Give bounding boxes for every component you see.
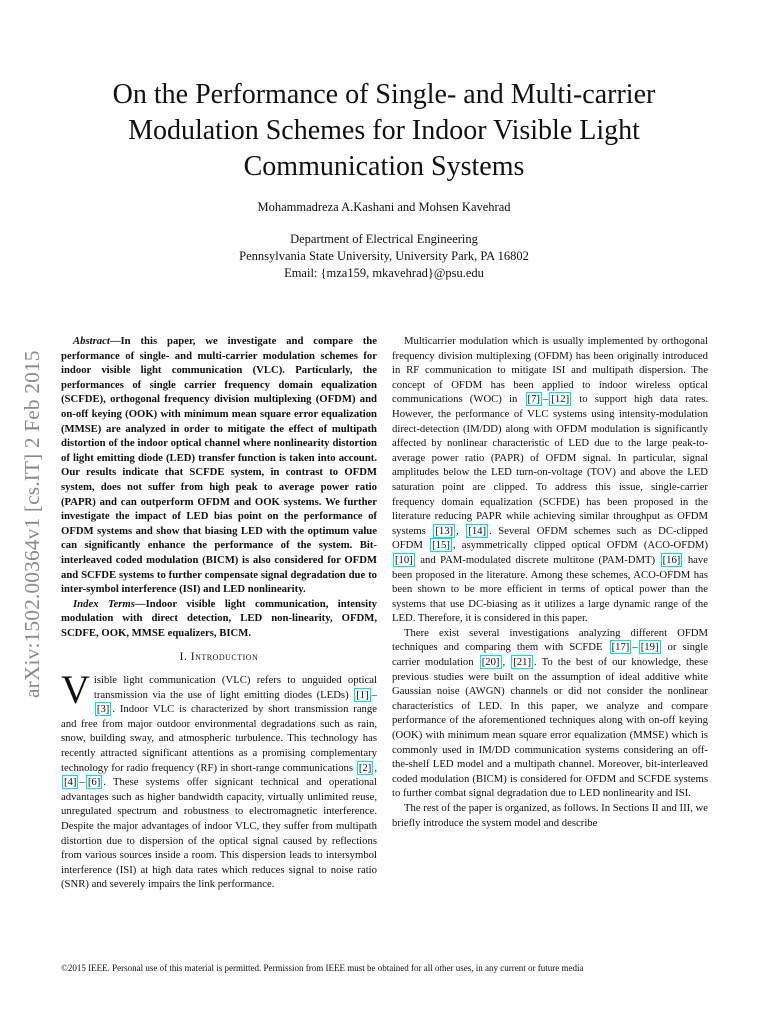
department: Department of Electrical Engineering [290,232,478,246]
copyright-footer: ©2015 IEEE. Personal use of this material is permitted. Permission from IEEE must be obtained for all other uses, in any current or future media [61,963,584,973]
text-run: – [542,393,549,406]
email: Email: {mza159, mkavehrad}@psu.edu [284,266,484,280]
title-line-1: On the Performance of Single- and Multi-carrier [112,79,656,110]
citation-link[interactable]: [12] [551,393,570,406]
citation-link[interactable]: [4] [64,776,77,789]
paper-title [70,77,698,185]
citation-link[interactable]: [16] [662,553,681,566]
text-run: and PAM-modulated discrete multitone (PAM-DMT) [415,553,660,566]
authors: Mohammadreza A.Kashani and Mohsen Kavehrad [257,200,511,214]
intro-text-3: . Indoor VLC is characterized by short transmission range and free from major outdoor environmental degradations such as rain, snow, building sway, and atmospheric turbulence. This technology has recently attracted significant attentions as a promising complementary technology for radio frequency (RF) in short-range communications [61,703,377,774]
affiliation [0,231,768,282]
intro-text-1: isible light communication (VLC) refers to unguided optical transmission via the use of light emitting diodes (LEDs) [93,674,377,701]
right-column [392,334,708,830]
citation-link[interactable]: [21] [513,656,532,669]
citation-link[interactable]: [2] [358,761,372,774]
paragraph-multicarrier [392,334,708,626]
intro-text-6: . These systems offer signicant technical and operational advantages such as higher bandwidth capacity, virtually unlimited reuse, unregulated spectrum and robustness to electromagnetic interference. Despite the major advantages of indoor VLC, they suffer from multipath distortion due to dispersion of the optical signal caused by reflections from various sources inside a room. This dispersion leads to intersymbol interference (ISI) at high data rates which reduces signal to noise ratio (SNR) and severely impairs the link performance. [61,776,377,891]
drop-cap: V [61,667,90,713]
text-run: , [502,656,511,669]
citation-link[interactable]: [1] [356,688,369,701]
text-run: – [632,641,638,654]
abstract-label: Abstract [73,335,110,347]
left-column [61,334,377,892]
paragraph-organization: The rest of the paper is organized, as follows. In Sections II and III, we briefly introduce the system model and describe [392,802,709,829]
citation-link[interactable]: [14] [468,524,487,537]
citation-link[interactable]: [7] [527,393,540,406]
title-line-3: Communication Systems [243,151,525,182]
abstract [61,334,377,597]
text-run: . To the best of our knowledge, these previous studies were built on the assumption of ideal additive white Gaussian noise (AWGN) channels or did not consider the nonlinear characteristics of LED. In this paper, we analyze and compare performance of the aforementioned techniques along with on-off keying (OOK) with minimum mean square error equalization (MMSE) which is commonly used in IM/DD communication systems considering an off-the-shelf LED model and a multipath channel. Moreover, bit-interleaved coded modulation (BICM) is considered for OFDM and SCFDE systems to further combat signal degradation due to LED nonlinearity and ISI. [392,656,709,800]
title-line-2: Modulation Schemes for Indoor Visible Light [128,115,640,146]
university: Pennsylvania State University, University Park, PA 16802 [239,249,529,263]
abstract-text: —In this paper, we investigate and compare the performance of single- and multi-carrier modulation schemes for indoor visible light communication (VLC). Particularly, the performances of single carrier frequency domain equalization (SCFDE), orthogonal frequency division multiplexing (OFDM) and on-off keying (OOK) with minimum mean square error equalization (MMSE) are analyzed in order to mitigate the effect of multipath distortion of the indoor optical channel where nonlinearity distortion of light emitting diode (LED) transfer function is taken into account. Our results indicate that SCFDE system, in contrast to OFDM system, does not suffer from high peak to average power ratio (PAPR) and can outperform OFDM and OOK systems. We further investigate the impact of LED bias point on the performance of OFDM systems and show that biasing LED with the optimum value can significantly enhance the performance of the system. Bit-interleaved coded modulation (BICM) is also considered for OFDM and SCFDE systems to further compensate signal degradation due to inter-symbol interference (ISI) and LED nonlinearity. [61,335,377,596]
citation-link[interactable]: [13] [435,524,454,537]
text-run: or single carrier modulation [392,641,708,669]
text-run: There exist several investigations analyzing different OFDM techniques and comparing them with SCFDE [392,626,708,654]
index-terms-label: Index Terms [73,597,135,610]
paragraph-comparisons [392,626,708,801]
citation-link[interactable]: [20] [481,656,500,669]
citation-link[interactable]: [19] [640,641,659,654]
intro-text-2: – [371,688,377,701]
text-run: , asymmetrically clipped optical OFDM (ACO-OFDM) [452,539,708,552]
section-heading-introduction: I. Introduction [179,651,259,664]
citation-link[interactable]: [10] [395,553,413,566]
text-run: have been proposed in the literature. Among these schemes, ACO-OFDM has been shown to be more efficient in terms of optical power than the systems that use DC-biasing as it utilizes a large dynamic range of the LED. Therefore, it is considered in this paper. [392,553,708,625]
citation-link[interactable]: [3] [96,703,110,716]
index-terms-text: —Indoor visible light communication, intensity modulation with direct detection, LED non-linearity, OFDM, SCDFE, OOK, MMSE equalizers, BICM. [61,597,377,639]
arxiv-stamp: arXiv:1502.00364v1 [cs.IT] 2 Feb 2015 [20,350,44,698]
text-run: , [456,524,466,537]
index-terms [61,597,377,641]
intro-text-5: – [79,776,85,789]
citation-link[interactable]: [15] [432,539,450,552]
citation-link[interactable]: [6] [87,776,101,789]
text-run: Multicarrier modulation which is usually implemented by orthogonal frequency division multiplexing (OFDM) has been originally introduced in RF communication to mitigate ISI and multipath dispersion. The concept of OFDM has been applied to indoor wireless optical communications (WOC) in [392,335,708,406]
text-run: . Several OFDM schemes such as DC-clipped OFDM [392,524,708,552]
intro-paragraph [61,667,377,892]
text-run: to support high data rates. However, the performance of VLC systems using intensity-modulation direct-detection (IM/DD) along with OFDM modulation is significantly affected by nonlinear characteristic of LED due to the large peak-to-average power ratio (PAPR) of OFDM signal. In particular, signal amplitudes below the LED turn-on-voltage (TOV) and above the LED saturation point are clipped. To address this issue, single-carrier frequency domain equalization (SCFDE) has been proposed in the literature reducing PAPR while achieving similar throughput as OFDM systems [392,393,708,537]
citation-link[interactable]: [17] [611,641,630,654]
intro-text-4: , [374,761,377,774]
